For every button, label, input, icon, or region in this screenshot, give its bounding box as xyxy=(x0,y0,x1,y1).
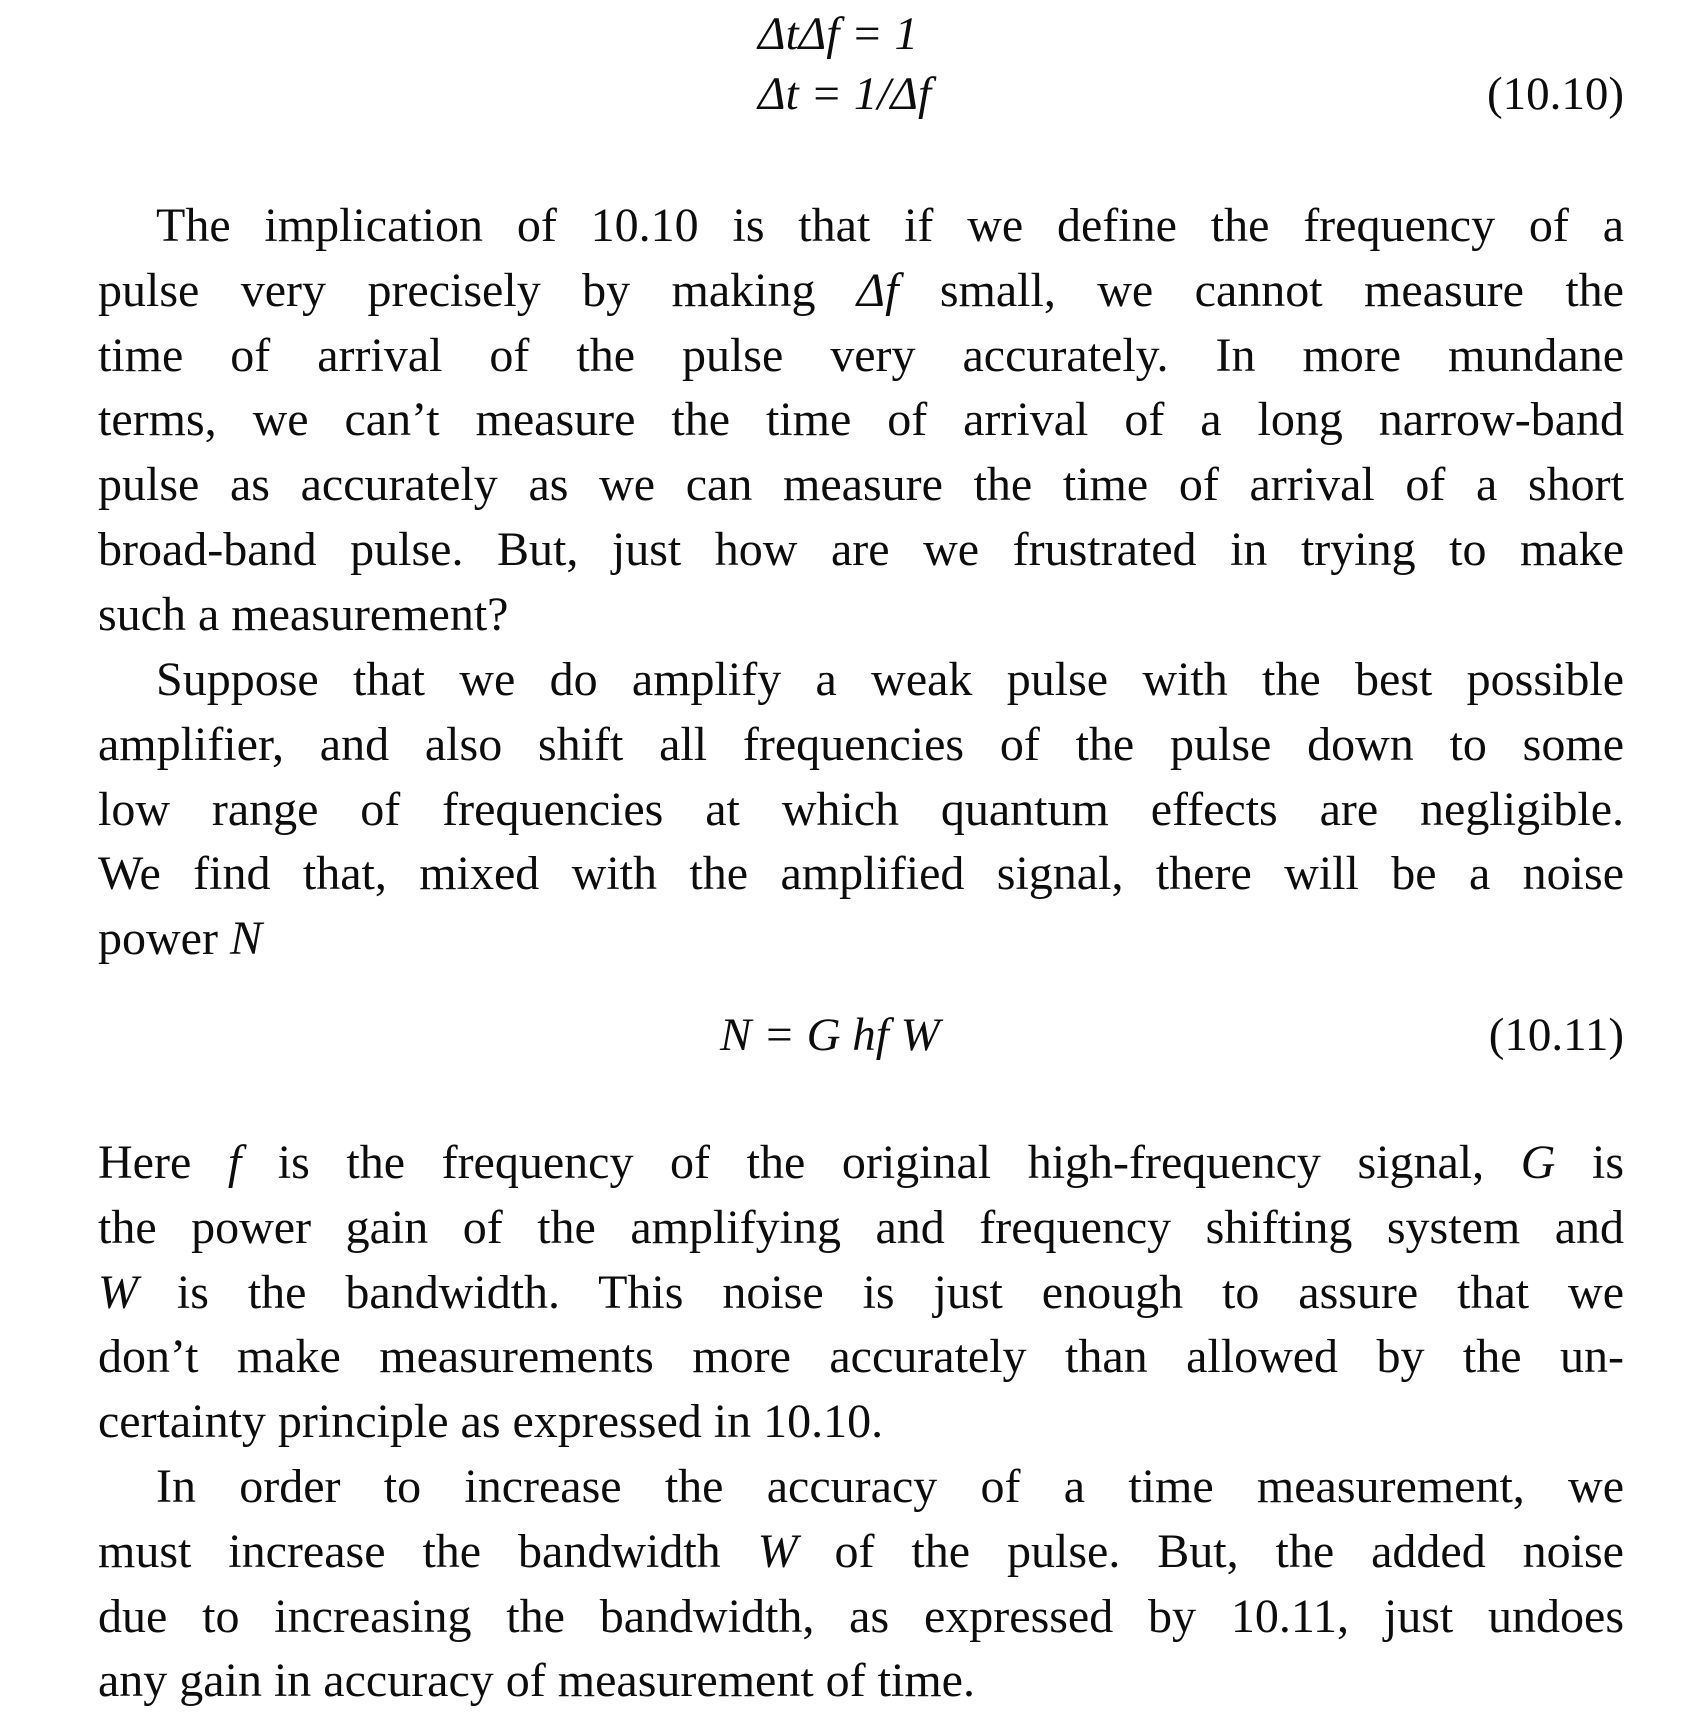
text-line: broad-band pulse. But, just how are we frustrated in trying to make xyxy=(98,522,1624,576)
equation-expression: N = G hf W xyxy=(720,1009,940,1061)
paragraph-1 xyxy=(98,194,1624,648)
text-line: power N xyxy=(98,912,262,966)
paragraph-4 xyxy=(98,1455,1624,1714)
text-line: due to increasing the bandwidth, as expressed by 10.11, just undoes xyxy=(98,1589,1624,1643)
equation-number: (10.10) xyxy=(1486,68,1624,120)
text-line: time of arrival of the pulse very accurately. In more mundane xyxy=(98,328,1624,382)
paragraph-2 xyxy=(98,648,1624,972)
text-line: such a measurement? xyxy=(98,587,509,641)
text-line: pulse very precisely by making Δf small, we cannot measure the xyxy=(98,263,1624,317)
text-line: Here f is the frequency of the original high-frequency signal, G is xyxy=(98,1136,1625,1189)
text-line: the power gain of the amplifying and frequency shifting system and xyxy=(98,1200,1624,1254)
equation-expression: Δt = 1/Δf xyxy=(758,68,932,120)
equation-number: (10.11) xyxy=(1488,1009,1624,1061)
text-line: Suppose that we do amplify a weak pulse with the best possible xyxy=(156,653,1624,706)
text-line: W is the bandwidth. This noise is just enough to assure that we xyxy=(98,1265,1624,1319)
text-line: low range of frequencies at which quantum effects are negligible. xyxy=(98,782,1624,836)
paragraph-3 xyxy=(98,1131,1624,1455)
text-line: any gain in accuracy of measurement of time. xyxy=(98,1654,975,1708)
text-line: amplifier, and also shift all frequencies of the pulse down to some xyxy=(98,717,1624,771)
text-line: certainty principle as expressed in 10.10. xyxy=(98,1395,884,1449)
text-line: don’t make measurements more accurately than allowed by the un- xyxy=(98,1330,1624,1384)
text-line: In order to increase the accuracy of a time measurement, we xyxy=(156,1460,1624,1513)
text-line: The implication of 10.10 is that if we define the frequency of a xyxy=(156,199,1624,252)
text-line: must increase the bandwidth W of the pulse. But, the added noise xyxy=(98,1524,1624,1578)
document-page xyxy=(98,0,1624,1730)
text-line: We find that, mixed with the amplified signal, there will be a noise xyxy=(98,847,1624,901)
equation-10-10-line2 xyxy=(98,64,1624,124)
equation-expression: ΔtΔf = 1 xyxy=(758,8,919,60)
equation-10-10-line1 xyxy=(98,4,1624,64)
equation-10-11 xyxy=(98,1005,1624,1065)
text-line: terms, we can’t measure the time of arrival of a long narrow-band xyxy=(98,393,1624,447)
text-line: pulse as accurately as we can measure the time of arrival of a short xyxy=(98,458,1624,512)
